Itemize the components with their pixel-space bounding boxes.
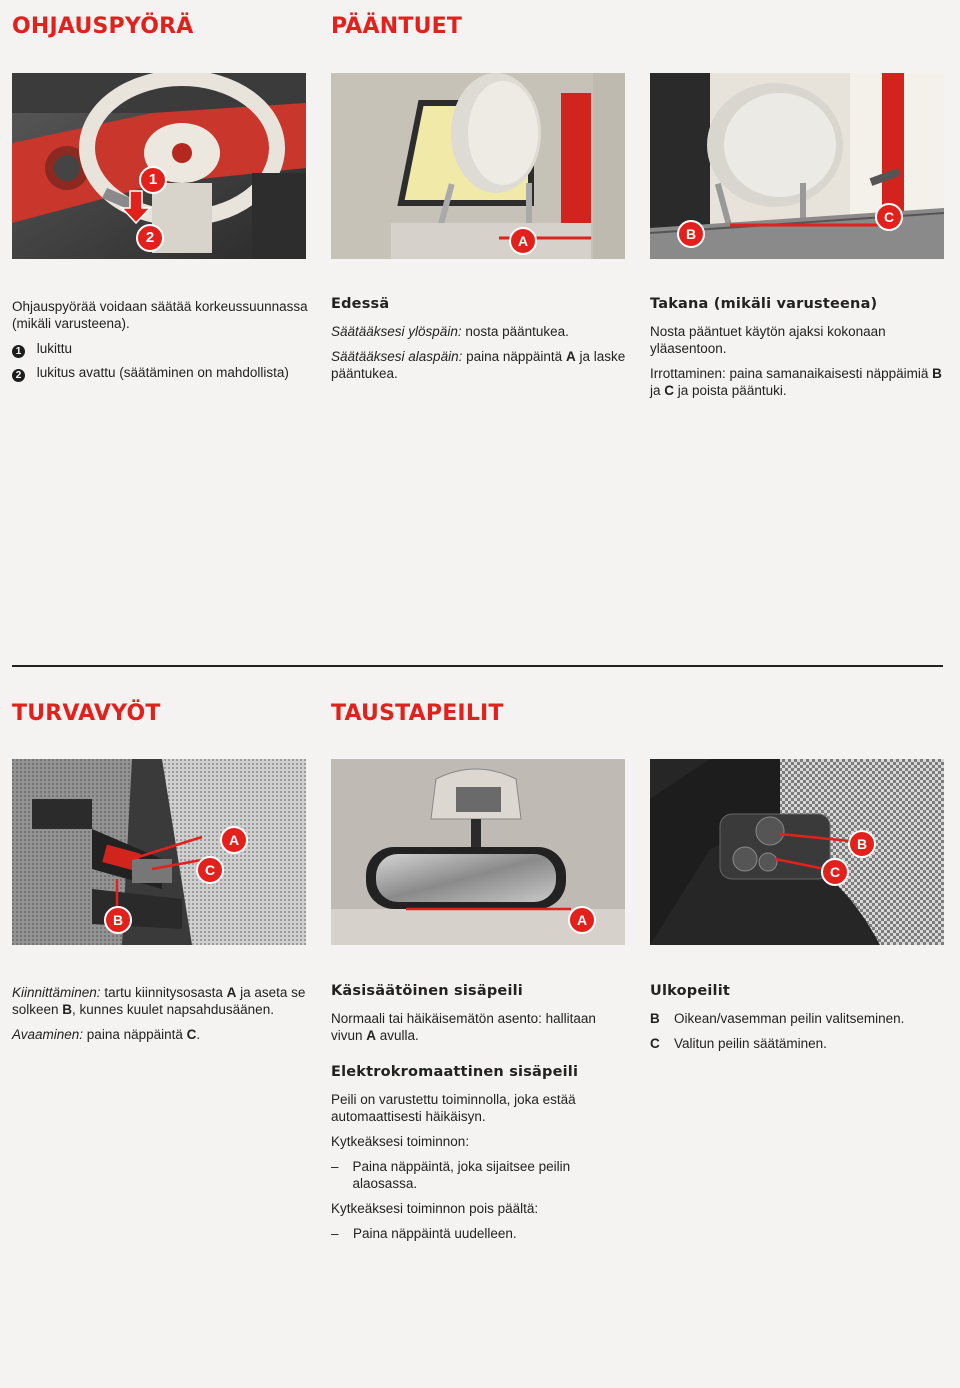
- open-text: paina näppäintä: [83, 1027, 187, 1042]
- attach-text-2: ja aseta se solkeen: [12, 985, 306, 1017]
- rear-headrest-p2: [650, 365, 946, 399]
- front-headrest-text: [331, 296, 627, 390]
- attach-text: tartu kiinnitysosasta: [100, 985, 227, 1000]
- front-headrest-up: [331, 323, 627, 340]
- front-headrest-title: Edessä: [331, 296, 390, 312]
- p1-text: Normaali tai häikäisemätön asento: hallitaan vivun: [331, 1011, 596, 1043]
- key-a: A: [366, 1028, 377, 1043]
- key-b: B: [62, 1002, 73, 1017]
- key-b: B: [932, 366, 942, 381]
- mirrors-section-title: TAUSTAPEILIT: [331, 701, 504, 726]
- section-divider: [12, 665, 943, 667]
- key-b: B: [650, 1011, 660, 1026]
- dash-item-2-text: Paina näppäintä uudelleen.: [353, 1226, 517, 1241]
- manual-mirror-title: Käsisäätöinen sisäpeili: [331, 983, 523, 999]
- dash-item-1: [331, 1158, 629, 1192]
- key-c: C: [186, 1027, 197, 1042]
- steering-section-title: OHJAUSPYÖRÄ: [12, 14, 194, 39]
- photo-label-a: A: [568, 906, 596, 934]
- seatbelt-photo: [12, 759, 306, 945]
- dash-item-1-text: Paina näppäintä, joka sijaitsee peilin alaosassa.: [352, 1159, 571, 1191]
- dash-item-2: [331, 1225, 629, 1242]
- dash-icon: –: [331, 1159, 339, 1174]
- p2-mid: ja: [650, 383, 665, 398]
- key-a: A: [226, 985, 237, 1000]
- p1-end: avulla.: [376, 1028, 419, 1043]
- photo-label-b: B: [104, 906, 132, 934]
- steering-text: [12, 298, 308, 382]
- rear-headrest-photo: [650, 73, 944, 259]
- number-1-icon: 1: [12, 345, 25, 358]
- open-label: Avaaminen:: [12, 1027, 84, 1042]
- electrochromic-mirror-title: Elektrokromaattinen sisäpeili: [331, 1064, 579, 1080]
- photo-label-b: B: [848, 830, 876, 858]
- photo-label-c: C: [875, 203, 903, 231]
- electrochromic-p4: Kytkeäksesi toiminnon pois päältä:: [331, 1201, 539, 1216]
- interior-mirror-text: [331, 983, 629, 1250]
- headrests-section-title: PÄÄNTUET: [331, 14, 463, 39]
- attach-label: Kiinnittäminen:: [12, 985, 101, 1000]
- seatbelts-text: [12, 984, 310, 1051]
- rear-headrest-title: Takana (mikäli varusteena): [650, 296, 878, 312]
- up-label: Säätääksesi ylöspäin:: [331, 324, 462, 339]
- steering-wheel-photo: [12, 73, 306, 259]
- p2-start: Irrottaminen: paina samanaikaisesti näppäimiä: [650, 366, 933, 381]
- exterior-mirrors-title: Ulkopeilit: [650, 983, 731, 999]
- photo-label-2: 2: [136, 224, 164, 252]
- seatbelts-section-title: TURVAVYÖT: [12, 701, 161, 726]
- photo-label-c: C: [821, 858, 849, 886]
- photo-label-c: C: [196, 856, 224, 884]
- steering-intro: Ohjauspyörää voidaan säätää korkeussuunnassa (mikäli varusteena).: [12, 299, 308, 331]
- rear-headrest-text: [650, 296, 946, 407]
- electrochromic-p2: Peili on varustettu toiminnolla, joka estää automaattisesti häikäisyn.: [331, 1092, 576, 1124]
- photo-label-a: A: [509, 227, 537, 255]
- steering-item-1: [12, 340, 308, 358]
- dash-icon: –: [331, 1226, 339, 1241]
- rear-headrest-p1: Nosta pääntuet käytön ajaksi kokonaan yläasentoon.: [650, 324, 886, 356]
- down-text: paina näppäintä: [462, 349, 566, 364]
- interior-mirror-photo: [331, 759, 625, 945]
- steering-item-1-text: lukittu: [36, 341, 73, 356]
- steering-item-2: [12, 364, 308, 382]
- seatbelt-attach: [12, 984, 310, 1018]
- number-2-icon: 2: [12, 369, 25, 382]
- seatbelt-open: [12, 1026, 310, 1043]
- key-c: C: [650, 1036, 660, 1051]
- p2-end: ja poista pääntuki.: [674, 383, 787, 398]
- key-c: C: [664, 383, 675, 398]
- door-mirror-control-photo: [650, 759, 944, 945]
- photo-label-b: B: [677, 220, 705, 248]
- manual-mirror-p1: [331, 1010, 629, 1044]
- photo-label-a: A: [220, 826, 248, 854]
- front-headrest-down: [331, 348, 627, 382]
- open-text-end: .: [196, 1027, 201, 1042]
- electrochromic-p3: Kytkeäksesi toiminnon:: [331, 1134, 470, 1149]
- key-a: A: [565, 349, 576, 364]
- front-headrest-photo: [331, 73, 625, 259]
- exterior-item-c: [650, 1035, 948, 1052]
- down-label: Säätääksesi alaspäin:: [331, 349, 463, 364]
- down-text-end: ja laske pääntukea.: [331, 349, 626, 381]
- steering-item-2-text: lukitus avattu (säätäminen on mahdollista): [36, 365, 289, 380]
- exterior-mirrors-text: [650, 983, 948, 1060]
- exterior-item-b: [650, 1010, 948, 1027]
- attach-text-3: , kunnes kuulet napsahdusäänen.: [72, 1002, 274, 1017]
- up-text: nosta pääntukea.: [461, 324, 569, 339]
- exterior-item-c-text: Valitun peilin säätäminen.: [674, 1036, 827, 1051]
- photo-label-1: 1: [139, 166, 167, 194]
- exterior-item-b-text: Oikean/vasemman peilin valitseminen.: [674, 1011, 905, 1026]
